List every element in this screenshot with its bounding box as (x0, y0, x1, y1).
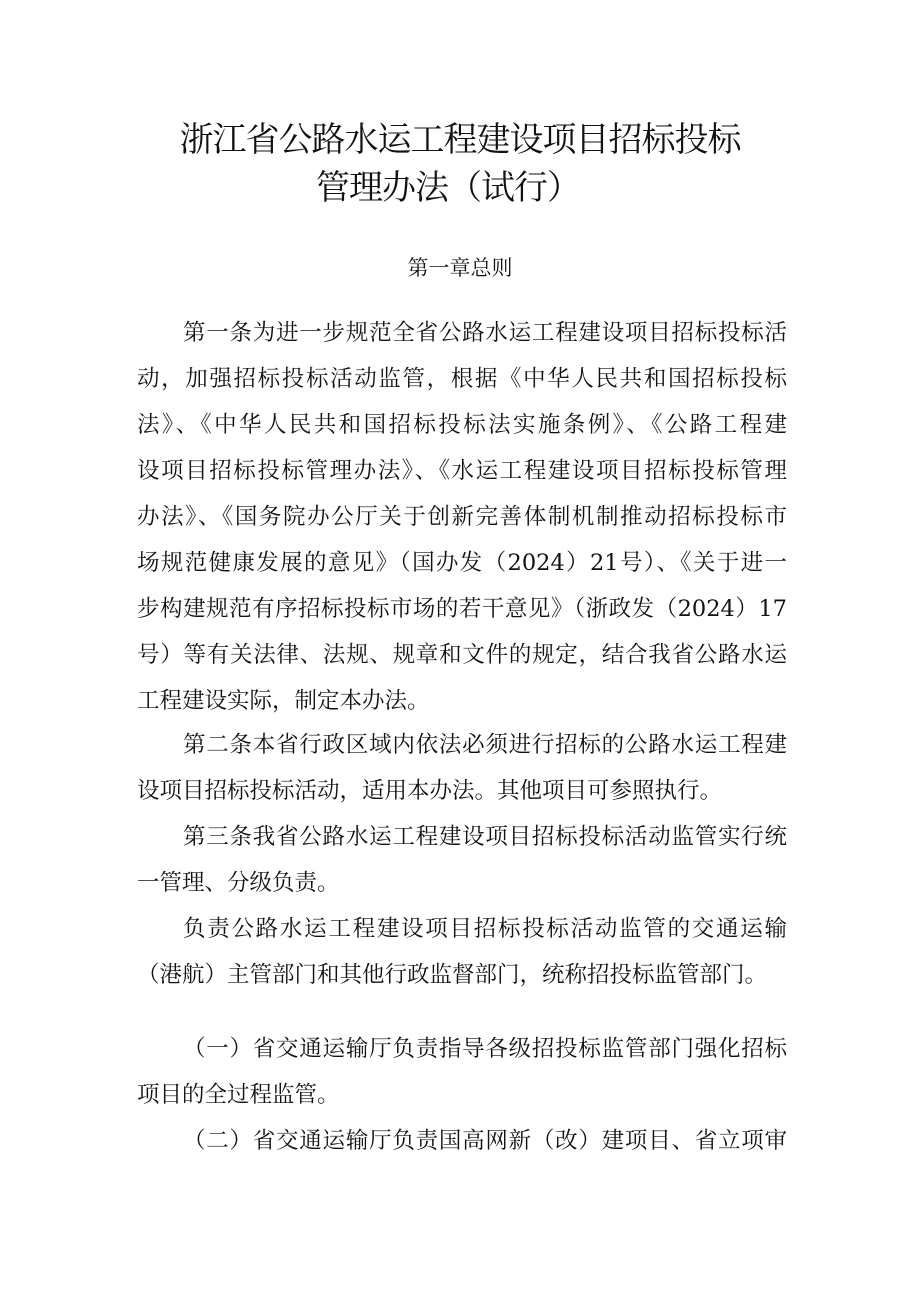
supervision-line: （港航）主管部门和其他行政监督部门，统称招投标监管部门。 (137, 962, 768, 988)
article3-line: 第三条我省公路水运工程建设项目招标投标活动监管实行统 (183, 824, 787, 850)
item1-line: 项目的全过程监管。 (137, 1082, 340, 1108)
article2-line: 设项目招标投标活动，适用本办法。其他项目可参照执行。 (137, 778, 723, 804)
article1-line: 办法》、《国务院办公厅关于创新完善体制机制推动招标投标市 (137, 504, 787, 530)
article2-line: 第二条本省行政区域内依法必须进行招标的公路水运工程建 (183, 732, 787, 758)
chapter-heading: 第一章总则 (407, 256, 513, 280)
article1-line: 号）等有关法律、法规、规章和文件的规定，结合我省公路水运 (137, 642, 787, 668)
document-title-line-2: 管理办法（试行） (316, 168, 580, 208)
article1-line: 工程建设实际，制定本办法。 (137, 688, 430, 714)
article1-line: 动，加强招标投标活动监管，根据《中华人民共和国招标投标 (137, 366, 787, 392)
supervision-line: 负责公路水运工程建设项目招标投标活动监管的交通运输 (183, 916, 787, 942)
article1-line: 步构建规范有序招标投标市场的若干意见》（浙政发（2024）17 (137, 596, 787, 622)
article1-line: 法》、《中华人民共和国招标投标法实施条例》、《公路工程建 (137, 412, 787, 438)
article3-line: 一管理、分级负责。 (137, 870, 340, 896)
item2-line: （二）省交通运输厅负责国高网新（改）建项目、省立项审 (183, 1128, 787, 1154)
article1-line: 设项目招标投标管理办法》、《水运工程建设项目招标投标管理 (137, 458, 787, 484)
article1-line: 场规范健康发展的意见》（国办发（2024）21号）、《关于进一 (137, 550, 787, 576)
item1-line: （一）省交通运输厅负责指导各级招投标监管部门强化招标 (183, 1036, 787, 1062)
document-title-line-1: 浙江省公路水运工程建设项目招标投标 (179, 120, 741, 160)
article1-line: 第一条为进一步规范全省公路水运工程建设项目招标投标活 (183, 320, 787, 346)
